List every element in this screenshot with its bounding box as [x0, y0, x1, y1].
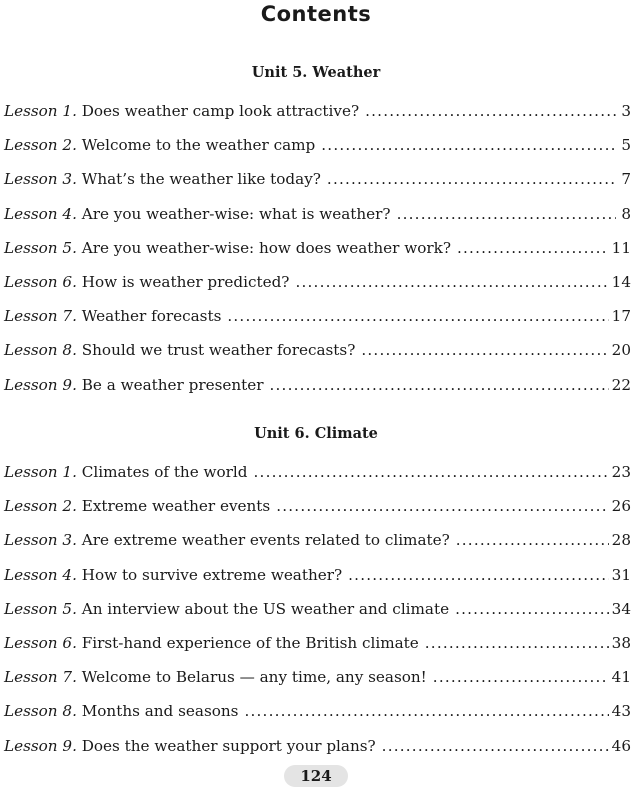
lesson-label: Lesson 8.	[4, 702, 77, 721]
toc-entry-unit6-lesson4[interactable]	[4, 558, 631, 592]
page-number: 124	[284, 765, 347, 787]
lesson-title: What’s the weather like today?	[81, 170, 321, 189]
toc-entry-unit5-lesson2[interactable]	[4, 128, 631, 162]
page-ref: 28	[611, 531, 631, 550]
page-ref: 34	[611, 599, 631, 618]
page-ref: 22	[611, 375, 631, 394]
lesson-title: Months and seasons	[81, 702, 239, 721]
page-ref: 23	[611, 463, 631, 481]
page-footer	[0, 765, 632, 787]
dot-leader	[433, 660, 609, 694]
lesson-title: How is weather predicted?	[81, 272, 290, 291]
lesson-title: Weather forecasts	[81, 307, 222, 326]
page-ref: 38	[611, 633, 631, 652]
dot-leader	[397, 197, 616, 231]
page-ref: 17	[611, 307, 631, 326]
unit-6-heading: Unit 6. Climate	[254, 425, 378, 442]
toc-entry-unit5-lesson7[interactable]	[4, 299, 631, 333]
toc-entry-unit6-lesson9[interactable]	[4, 729, 631, 763]
lesson-label: Lesson 4.	[4, 565, 77, 584]
toc-entry-unit6-lesson2[interactable]	[4, 489, 631, 523]
dot-leader	[227, 299, 608, 333]
page-ref: 41	[611, 668, 631, 687]
toc-entry-unit5-lesson3[interactable]	[4, 162, 631, 196]
lesson-title: Climates of the world	[81, 463, 248, 481]
lesson-title: Welcome to the weather camp	[81, 136, 316, 155]
lesson-label: Lesson 9.	[4, 736, 77, 755]
lesson-label: Lesson 2.	[4, 497, 77, 516]
lesson-label: Lesson 5.	[4, 599, 77, 618]
toc-entry-unit6-lesson1[interactable]	[4, 455, 631, 489]
lesson-title: How to survive extreme weather?	[81, 565, 343, 584]
lesson-title: Extreme weather events	[81, 497, 271, 516]
lesson-title: Welcome to Belarus — any time, any season!	[81, 668, 427, 687]
page-ref: 11	[611, 238, 631, 257]
dot-leader	[321, 128, 616, 162]
toc-entry-unit6-lesson8[interactable]	[4, 694, 631, 728]
page-ref: 43	[611, 702, 631, 721]
page-ref: 20	[611, 341, 631, 360]
dot-leader	[269, 368, 608, 402]
lesson-title: Are you weather-wise: what is weather?	[81, 204, 391, 223]
lesson-label: Lesson 3.	[4, 531, 77, 550]
lesson-title: Does weather camp look attractive?	[81, 102, 360, 120]
lesson-title: Are you weather-wise: how does weather work?	[81, 238, 451, 257]
lesson-label: Lesson 3.	[4, 170, 77, 189]
dot-leader	[425, 626, 609, 660]
dot-leader	[456, 523, 609, 557]
toc-entry-unit5-lesson1[interactable]	[4, 94, 631, 128]
page-ref: 14	[611, 272, 631, 291]
page-ref: 46	[611, 736, 631, 755]
page-title: Contents	[260, 2, 372, 26]
dot-leader	[295, 265, 608, 299]
lesson-title: Does the weather support your plans?	[81, 736, 376, 755]
dot-leader	[327, 162, 616, 196]
lesson-label: Lesson 6.	[4, 272, 77, 291]
toc-entry-unit5-lesson9[interactable]	[4, 368, 631, 402]
lesson-label: Lesson 5.	[4, 238, 77, 257]
page-ref: 7	[621, 170, 631, 189]
dot-leader	[244, 694, 608, 728]
toc-entry-unit5-lesson8[interactable]	[4, 333, 631, 367]
lesson-label: Lesson 2.	[4, 136, 77, 155]
lesson-title: Are extreme weather events related to climate?	[81, 531, 450, 550]
lesson-label: Lesson 7.	[4, 668, 77, 687]
lesson-label: Lesson 8.	[4, 341, 77, 360]
dot-leader	[361, 333, 608, 367]
lesson-label: Lesson 7.	[4, 307, 77, 326]
page-ref: 5	[621, 136, 631, 155]
toc-entry-unit6-lesson7[interactable]	[4, 660, 631, 694]
dot-leader	[365, 94, 616, 128]
toc-entry-unit5-lesson6[interactable]	[4, 265, 631, 299]
unit-5-heading: Unit 5. Weather	[251, 64, 381, 81]
unit-6-lesson-list	[4, 455, 631, 763]
lesson-label: Lesson 1.	[4, 463, 77, 481]
lesson-title: Be a weather presenter	[81, 375, 264, 394]
lesson-title: Should we trust weather forecasts?	[81, 341, 356, 360]
unit-5-lesson-list	[4, 94, 631, 402]
lesson-label: Lesson 9.	[4, 375, 77, 394]
page-ref: 26	[611, 497, 631, 516]
dot-leader	[457, 231, 609, 265]
toc-entry-unit5-lesson5[interactable]	[4, 231, 631, 265]
dot-leader	[455, 592, 609, 626]
page-ref: 31	[611, 565, 631, 584]
lesson-label: Lesson 1.	[4, 102, 77, 120]
page-ref: 3	[621, 102, 631, 120]
lesson-label: Lesson 6.	[4, 633, 77, 652]
page-ref: 8	[621, 204, 631, 223]
lesson-title: First-hand experience of the British climate	[81, 633, 419, 652]
toc-entry-unit6-lesson6[interactable]	[4, 626, 631, 660]
lesson-label: Lesson 4.	[4, 204, 77, 223]
lesson-title: An interview about the US weather and climate	[81, 599, 450, 618]
toc-entry-unit6-lesson5[interactable]	[4, 592, 631, 626]
dot-leader	[276, 489, 608, 523]
toc-entry-unit6-lesson3[interactable]	[4, 523, 631, 557]
toc-entry-unit5-lesson4[interactable]	[4, 197, 631, 231]
dot-leader	[254, 455, 609, 489]
dot-leader	[348, 558, 609, 592]
dot-leader	[382, 729, 609, 763]
